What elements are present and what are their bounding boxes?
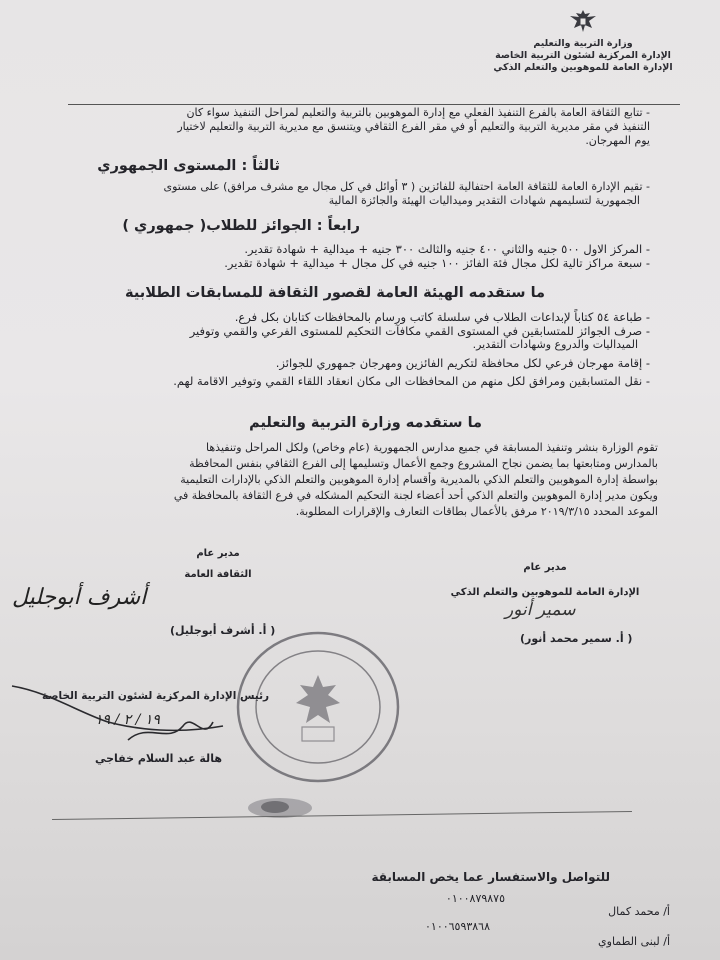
signature-title: مدير عام (523, 562, 567, 573)
handwritten-date: ١٩ / ٢ / ١٩ (95, 712, 160, 728)
signature-dept: الإدارة العامة للموهوبين والتعلم الذكي (450, 587, 640, 598)
signature-dept: الثقافة العامة (184, 569, 252, 580)
header-divider (68, 104, 680, 105)
contact-name: أ/ محمد كمال (608, 905, 670, 918)
contact-title: للتواصل والاستفسار عما يخص المسابقة (371, 870, 610, 884)
ministry-line: الموعد المحدد ٢٠١٩/٣/١٥ مرفق بالأعمال بطاقات التعارف والإقرارات المطلوبة. (295, 505, 658, 518)
list-item: - إقامة مهرجان فرعي لكل محافظة لتكريم الفائزين ومهرجان جمهوري للجوائز. (40, 356, 650, 370)
section3-line: الجمهورية لتسليمهم شهادات التقدير وميداليات الهيئة والجائزة المالية (328, 194, 640, 207)
intro-line: يوم المهرجان. (585, 134, 650, 147)
intro-line: - تتابع الثقافة العامة بالفرع التنفيذ الفعلي مع إدارة الموهوبين بالتربية والتعليم لمراحل التنفيذ سواء كان (186, 106, 650, 119)
authority-list (40, 310, 650, 388)
prize-line: - المركز الاول ٥٠٠ جنيه والثاني ٤٠٠ جنيه والثالث ٣٠٠ جنيه + ميدالية + شهادة تقدير. (40, 242, 650, 256)
intro-paragraph (40, 106, 650, 148)
ministry-name: وزارة التربية والتعليم (533, 38, 633, 49)
section4-body (40, 242, 650, 270)
prize-line: - سبعة مراكز تالية لكل مجال فئة الفائز ١٠٠ جنيه في كل مجال + ميدالية + شهادة تقدير. (40, 256, 650, 270)
signatory-name: ( أ. سمير محمد أنور) (520, 632, 633, 645)
list-item: - طباعة ٥٤ كتاباً لإبداعات الطلاب في سلسلة كاتب ورسام بالمحافظات كتابان بكل فرع. (40, 310, 650, 324)
ministry-line: بواسطة إدارة الموهوبين والتعلم الذكي بالمديرية وأقسام إدارة الموهوبين والتعلم الذكي بالإدارات التعليمية (180, 473, 658, 486)
signatory-name: هالة عبد السلام خفاجي (95, 752, 222, 765)
handwritten-signature: أشرف أبوجليل (12, 585, 147, 610)
footer-divider (52, 811, 632, 820)
central-admin-name: الإدارة المركزية لشئون التربية الخاصة (495, 50, 671, 61)
ministry-line: تقوم الوزارة بنشر وتنفيذ المسابقة في جميع مدارس الجمهورية (عام وخاص) ولكل المراحل وتنفيذها (206, 441, 658, 454)
list-item: الميداليات والدروع وشهادات التقدير. (472, 338, 638, 351)
contact-phone: ٠١٠٠٦٥٩٣٨٦٨ (425, 920, 490, 933)
section3-body (40, 180, 650, 208)
intro-line: التنفيذ في مقر مديرية التربية والتعليم أو في مقر الفرع الثقافي ويتنسق مع مديرية التربية والتعليم لاختيار (177, 120, 650, 133)
signature-title: مدير عام (196, 548, 240, 559)
egypt-eagle-emblem-icon (566, 8, 600, 34)
ministry-role-heading: ما ستقدمه وزارة التربية والتعليم (249, 415, 482, 431)
section3-heading: ثالثاً : المستوى الجمهوري (97, 158, 280, 174)
official-round-stamp-icon (230, 627, 400, 787)
ministry-header (468, 8, 698, 74)
authority-heading: ما ستقدمه الهيئة العامة لقصور الثقافة للمسابقات الطلابية (125, 285, 545, 301)
list-item: - نقل المتسابقين ومرافق لكل منهم من المحافظات الى مكان انعقاد اللقاء القمي وتوفير الاقامة لهم. (40, 374, 650, 388)
contact-name: أ/ لبنى الطماوي (598, 935, 670, 948)
contact-phone: ٠١٠٠٨٧٩٨٧٥ (445, 892, 505, 905)
ministry-line: ويكون مدير إدارة الموهوبين والتعلم الذكي أحد أعضاء لجنة التحكيم المشكله في فرع الثقافة بالمحافظة في (173, 489, 658, 502)
signatory-name: ( أ. أشرف أبوجليل) (170, 624, 276, 637)
ministry-role-body (40, 440, 658, 520)
section3-line: - تقيم الإدارة العامة للثقافة العامة احتفالية للفائزين ( ٣ أوائل في كل مجال مع مشرف مرافق) على مستوى (163, 180, 650, 193)
section4-heading: رابعاً : الجوائز للطلاب( جمهوري ) (122, 218, 360, 234)
central-admin-signature-title: رئيس الإدارة المركزية لشئون التربية الخاصة (42, 690, 270, 702)
left-signature-block (158, 548, 278, 580)
right-signature-block (420, 562, 670, 598)
general-admin-name: الإدارة العامة للموهوبين والتعلم الذكي (493, 62, 673, 73)
ministry-line: بالمدارس ومتابعتها بما يضمن نجاح المشروع وجمع الأعمال وتسليمها إلى الفرع الثقافي بنفس المحافظة (189, 457, 658, 470)
list-item: - صرف الجوائز للمتسابقين في المستوى القمي مكافآت التحكيم للمستوى الفرعي والقمي وتوفير (40, 324, 650, 338)
handwritten-signature: سمير أنور (505, 600, 576, 620)
